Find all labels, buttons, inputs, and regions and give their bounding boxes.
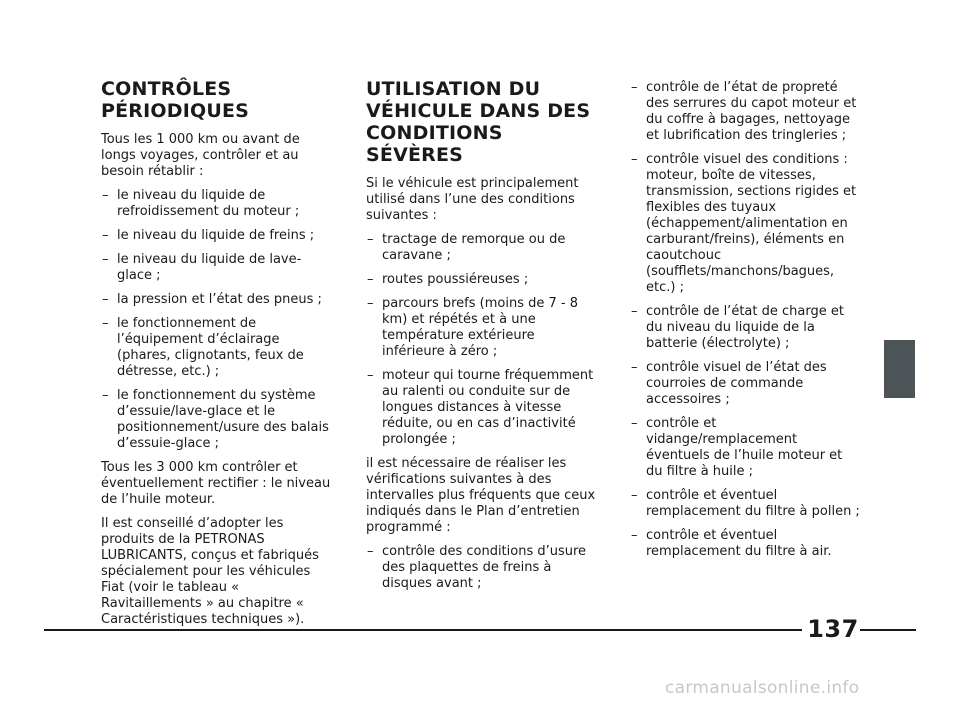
list-item: – contrôle des conditions d’usure des plaquettes de freins à disques avant ;	[366, 544, 600, 592]
verification-list-continued	[630, 80, 862, 560]
list-item: – contrôle visuel de l’état des courroies de commande accessoires ;	[630, 360, 862, 408]
column-verifications-continued	[630, 80, 862, 568]
list-item: – la pression et l’état des pneus ;	[101, 292, 333, 308]
list-item: – contrôle et vidange/remplacement éventuels de l’huile moteur et du filtre à huile ;	[630, 416, 862, 480]
heading-line: CONTRÔLES	[101, 78, 232, 100]
condition-list	[366, 232, 600, 448]
list-item: – tractage de remorque ou de caravane ;	[366, 232, 600, 264]
watermark: carmanualsonline.info	[665, 678, 860, 698]
paragraph: il est nécessaire de réaliser les vérifications suivantes à des intervalles plus fréquents que ceux indiqués dans le Plan d’entretien programmé :	[366, 456, 596, 535]
paragraph: Tous les 3 000 km contrôler et éventuellement rectifier : le niveau de l’huile moteur.	[101, 460, 331, 507]
list-item: – routes poussiéreuses ;	[366, 272, 600, 288]
list-item: – le niveau du liquide de freins ;	[101, 228, 333, 244]
list-item: – contrôle et éventuel remplacement du filtre à pollen ;	[630, 488, 862, 520]
chapter-tab-marker	[884, 340, 915, 398]
page-number: 137	[807, 615, 859, 643]
heading-line: PÉRIODIQUES	[101, 100, 250, 122]
intro-paragraph: Si le véhicule est principalement utilisé dans l’une des conditions suivantes :	[366, 176, 579, 223]
list-item: – le niveau du liquide de refroidissement du moteur ;	[101, 188, 333, 220]
footer-rule-left	[44, 629, 802, 631]
heading-line: CONDITIONS SÉVÈRES	[366, 122, 503, 166]
list-item: – contrôle de l’état de charge et du niveau du liquide de la batterie (électrolyte) ;	[630, 304, 862, 352]
heading-line: UTILISATION DU	[366, 78, 541, 100]
list-item: – le niveau du liquide de lave-glace ;	[101, 252, 333, 284]
heading-periodic-checks	[101, 78, 333, 122]
list-item: – moteur qui tourne fréquemment au ralenti ou conduite sur de longues distances à vitesse réduite, ou en cas d’inactivité prolongée ;	[366, 368, 600, 448]
list-item: – parcours brefs (moins de 7 - 8 km) et répétés et à une température extérieure inférieure à zéro ;	[366, 296, 600, 360]
list-item: – contrôle de l’état de propreté des serrures du capot moteur et du coffre à bagages, nettoyage et lubrification des tringleries ;	[630, 80, 862, 144]
column-periodic-checks	[101, 78, 333, 636]
intro-paragraph: Tous les 1 000 km ou avant de longs voyages, contrôler et au besoin rétablir :	[101, 132, 300, 179]
heading-line: VÉHICULE DANS DES	[366, 100, 591, 122]
list-item: – contrôle et éventuel remplacement du filtre à air.	[630, 528, 862, 560]
paragraph: Il est conseillé d’adopter les produits de la PETRONAS LUBRICANTS, conçus et fabriqués spécialement pour les véhicules Fiat (voir le tableau « Ravitaillements » au chapitre « Caractéristiques techniques »).	[101, 516, 319, 627]
footer-rule-right	[860, 629, 916, 631]
list-item: – le fonctionnement du système d’essuie/lave-glace et le positionnement/usure des balais d’essuie-glace ;	[101, 388, 333, 452]
list-item: – contrôle visuel des conditions : moteur, boîte de vitesses, transmission, sections rigides et flexibles des tuyaux (échappement/alimentation en carburant/freins), éléments en caoutchouc (soufflets/manchons/bagues, etc.) ;	[630, 152, 862, 296]
column-severe-conditions	[366, 78, 600, 600]
list-item: – le fonctionnement de l’équipement d’éclairage (phares, clignotants, feux de détresse, etc.) ;	[101, 316, 333, 380]
check-list	[101, 188, 333, 452]
verification-list	[366, 544, 600, 592]
heading-severe-conditions	[366, 78, 600, 166]
